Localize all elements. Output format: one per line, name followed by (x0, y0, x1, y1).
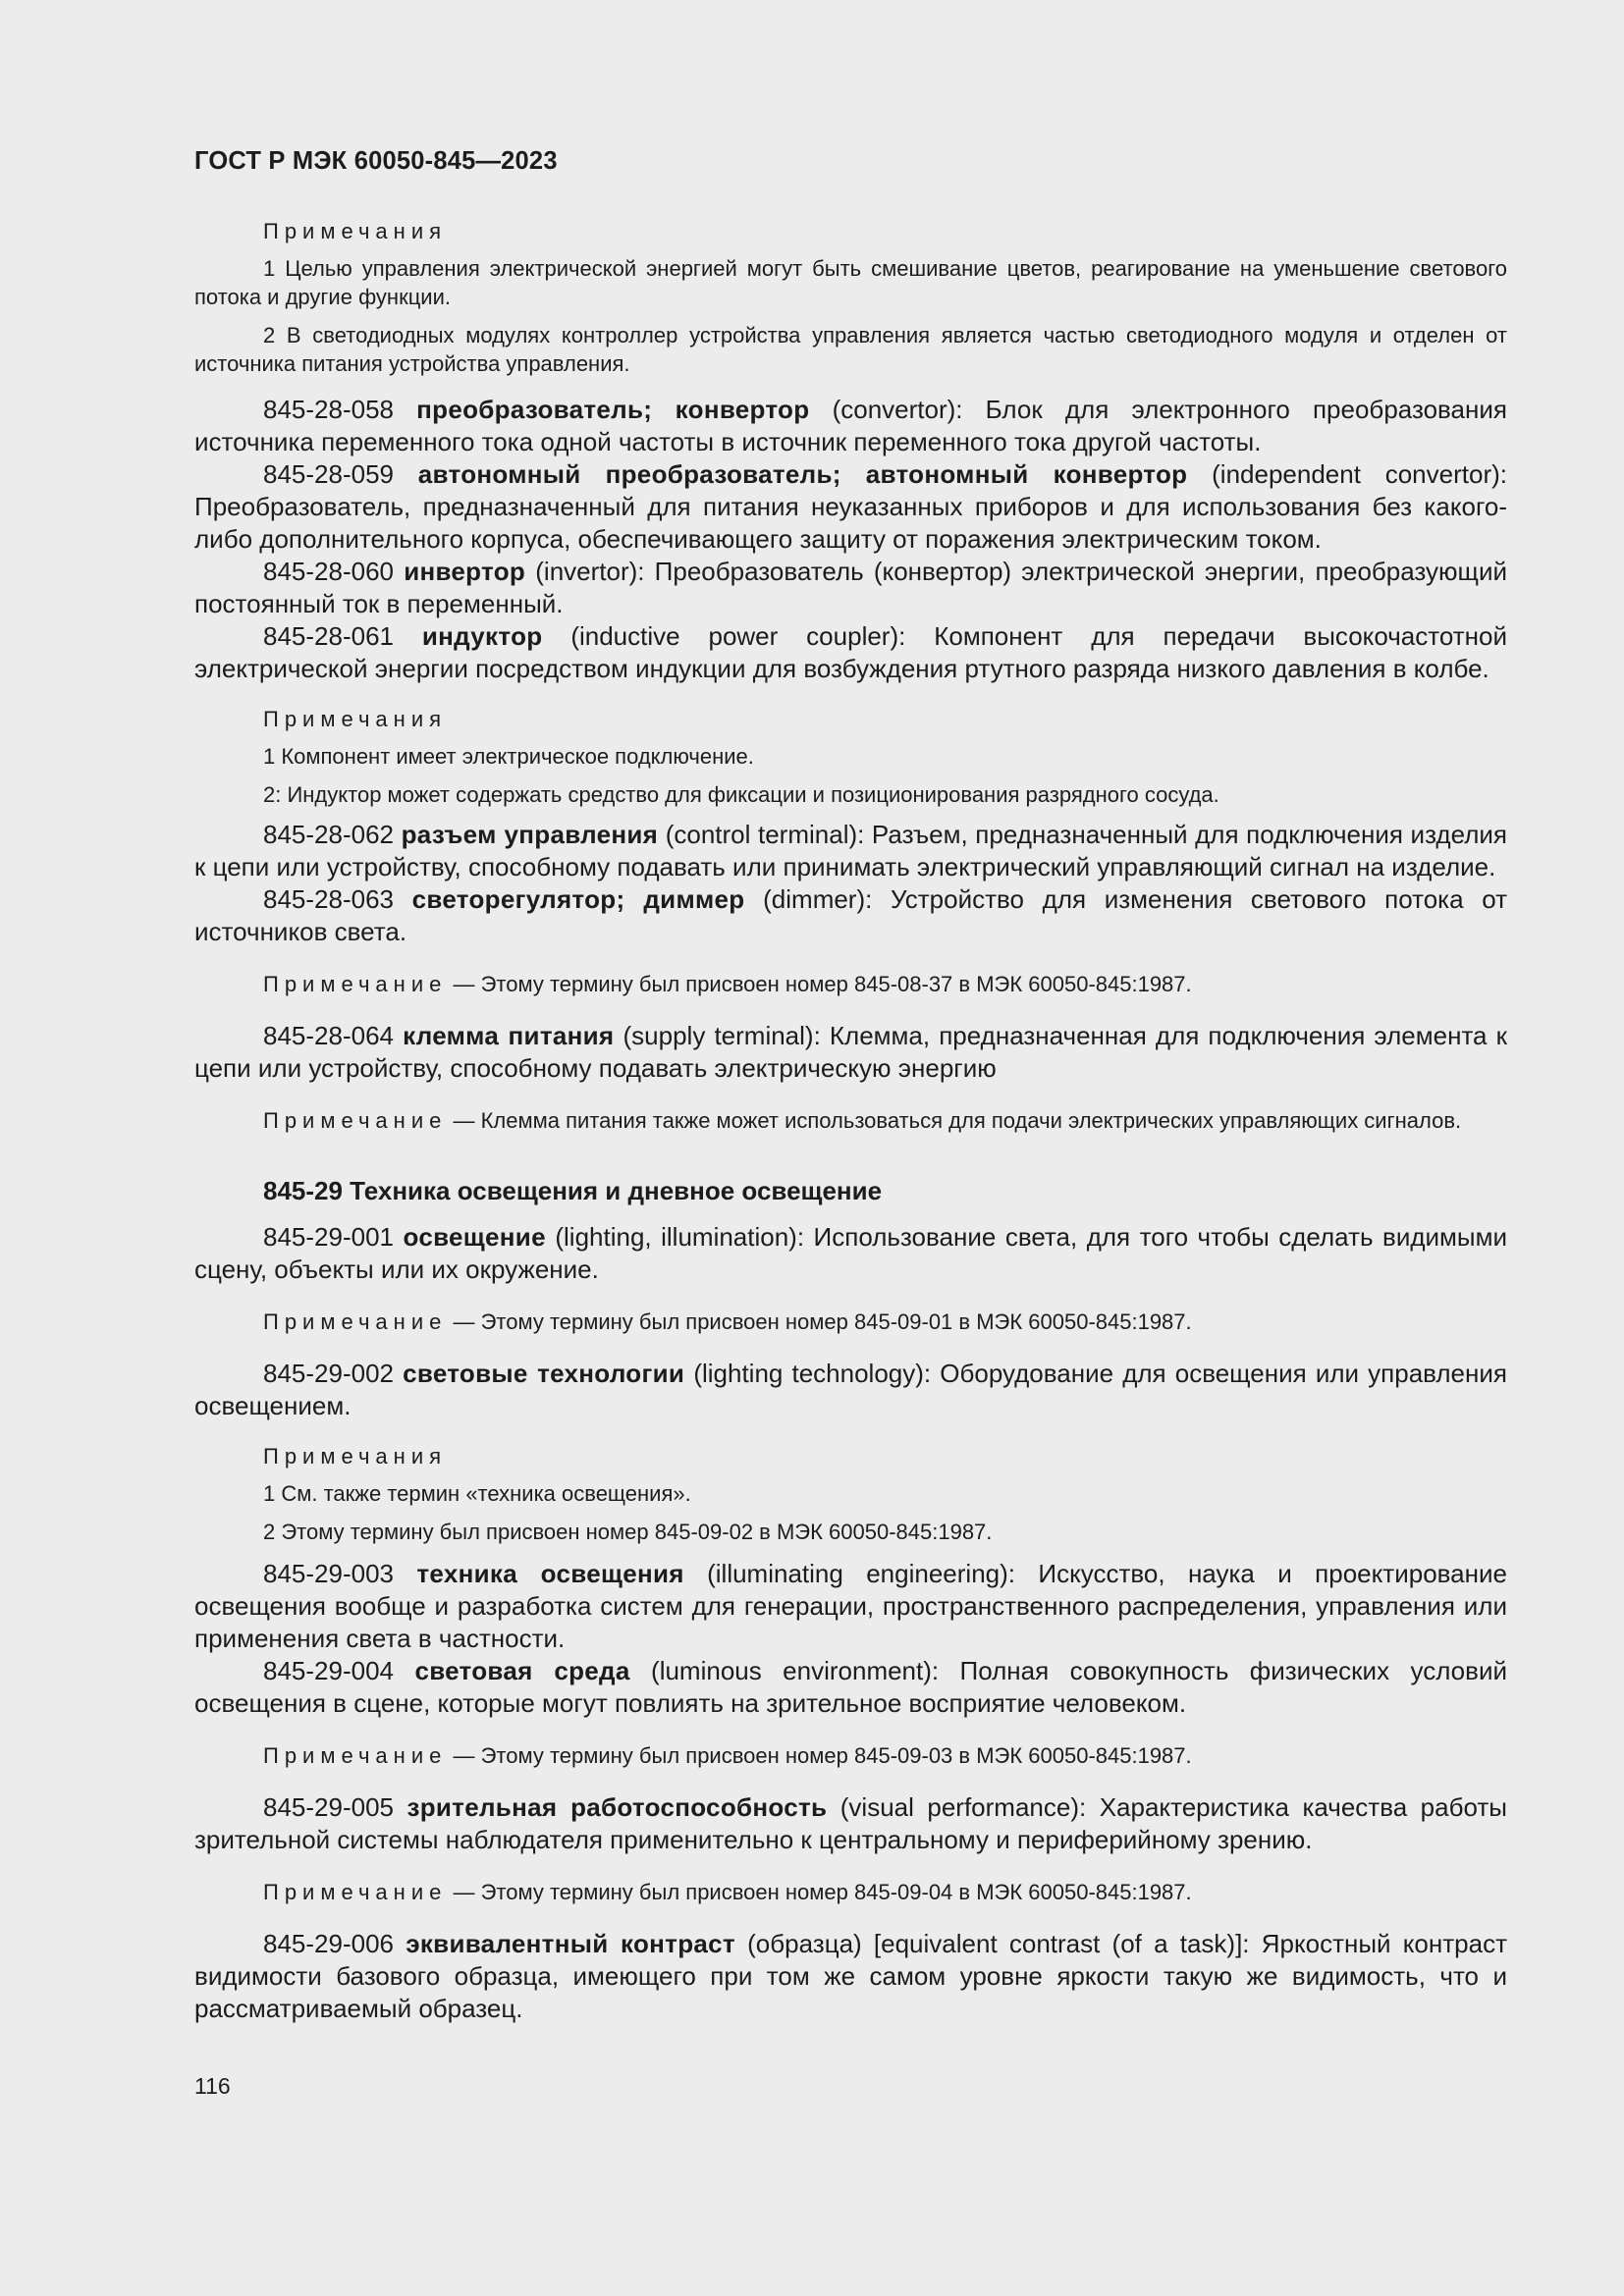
term-definition: (convertor): Блок для электронного преобразования источника переменного тока одной частоты в источник переменного тока другой частоты. (194, 395, 1507, 456)
term-name: индуктор (421, 621, 543, 651)
note-label: Примечание (263, 1309, 448, 1334)
term-number: 845-29-001 (263, 1222, 394, 1252)
term-entry (194, 1358, 1507, 1422)
note-single (194, 1878, 1507, 1906)
note-label: Примечание (263, 1880, 448, 1904)
term-entry (194, 819, 1507, 883)
term-entry (194, 1020, 1507, 1085)
term-number: 845-28-061 (263, 621, 394, 651)
note-label: Примечание (263, 1108, 448, 1133)
term-number: 845-29-002 (263, 1359, 394, 1388)
term-definition: (lighting, illumination): Использование света, для того чтобы сделать видимыми сцену, объекты или их окружение. (194, 1222, 1507, 1284)
document-header: ГОСТ Р МЭК 60050-845—2023 (194, 147, 558, 175)
note-text: — Этому термину был присвоен номер 845-09-01 в МЭК 60050-845:1987. (453, 1309, 1192, 1334)
term-name: техника освещения (416, 1559, 684, 1588)
term-definition: (luminous environment): Полная совокупность физических условий освещения в сцене, которые могут повлиять на зрительное восприятие человеком. (194, 1656, 1507, 1718)
term-name: зрительная работоспособность (406, 1792, 828, 1822)
term-definition: (independent convertor): Преобразователь, предназначенный для питания неуказанных приборов и для использования без какого-либо дополнительного корпуса, обеспечивающего защиту от поражения электрическим током. (194, 459, 1507, 554)
term-definition: (invertor): Преобразователь (конвертор) электрической энергии, преобразующий постоянный ток в переменный. (194, 557, 1507, 618)
term-definition: (illuminating engineering): Искусство, наука и проектирование освещения вообще и разработка систем для генерации, пространственного распределения, управления или применения света в частности. (194, 1559, 1507, 1653)
term-name: эквивалентный контраст (406, 1929, 735, 1958)
term-number: 845-29-005 (263, 1792, 394, 1822)
note-text: — Клемма питания также может использоваться для подачи электрических управляющих сигналов. (453, 1108, 1462, 1133)
term-entry (194, 1558, 1507, 1655)
note-item: 1 Компонент имеет электрическое подключение. (263, 744, 754, 769)
note-text: — Этому термину был присвоен номер 845-08-37 в МЭК 60050-845:1987. (453, 972, 1192, 996)
term-definition: (control terminal): Разъем, предназначенный для подключения изделия к цепи или устройству, способному подавать или принимать электрический управляющий сигнал на изделие. (194, 820, 1507, 881)
note-item: 2 Этому термину был присвоен номер 845-09-02 в МЭК 60050-845:1987. (263, 1520, 993, 1544)
term-number: 845-28-062 (263, 820, 394, 849)
note-label: Примечание (263, 972, 448, 996)
note-item: 1 См. также термин «техника освещения». (263, 1481, 691, 1506)
term-number: 845-29-003 (263, 1559, 394, 1588)
term-definition: (inductive power coupler): Компонент для передачи высокочастотной электрической энергии посредством индукции для возбуждения ртутного разряда низкого давления в колбе. (194, 621, 1507, 683)
note-item: 2: Индуктор может содержать средство для фиксации и позиционирования разрядного сосуда. (263, 782, 1219, 807)
note-label: Примечание (263, 1743, 448, 1768)
note-item: 2 В светодиодных модулях контроллер устройства управления является частью светодиодного модуля и отделен от источника питания устройства управления. (194, 323, 1507, 376)
note-single (194, 1741, 1507, 1770)
note-single (194, 1106, 1507, 1135)
term-entry (194, 556, 1507, 620)
term-number: 845-28-063 (263, 884, 394, 914)
notes-title: Примечания (263, 219, 448, 243)
term-name: клемма питания (403, 1021, 615, 1050)
term-definition: (supply terminal): Клемма, предназначенная для подключения элемента к цепи или устройству, способному подавать электрическую энергию (194, 1021, 1508, 1083)
term-entry (194, 1928, 1507, 2025)
term-number: 845-28-064 (263, 1021, 394, 1050)
note-single (194, 970, 1507, 998)
term-entry (194, 620, 1507, 685)
notes-title: Примечания (263, 707, 448, 731)
term-entry (194, 1791, 1507, 1856)
term-entry (194, 1655, 1507, 1720)
term-number: 845-29-004 (263, 1656, 394, 1685)
term-name: световая среда (414, 1656, 630, 1685)
term-definition: (visual performance): Характеристика качества работы зрительной системы наблюдателя применительно к центральному и периферийному зрению. (194, 1792, 1507, 1854)
term-definition: (dimmer): Устройство для изменения светового потока от источников света. (194, 884, 1508, 946)
term-number: 845-28-060 (263, 557, 394, 586)
section-heading: 845-29 Техника освещения и дневное освещение (263, 1176, 883, 1205)
term-name: световые технологии (403, 1359, 685, 1388)
note-text: — Этому термину был присвоен номер 845-09-04 в МЭК 60050-845:1987. (453, 1880, 1192, 1904)
term-name: разъем управления (401, 820, 659, 849)
note-text: — Этому термину был присвоен номер 845-09-03 в МЭК 60050-845:1987. (453, 1743, 1192, 1768)
term-definition: (образца) [equivalent contrast (of a task)]: Яркостный контраст видимости базового образца, имеющего при том же самом уровне яркости такую же видимость, что и рассматриваемый образец. (194, 1929, 1507, 2023)
term-number: 845-29-006 (263, 1929, 394, 1958)
term-name: освещение (403, 1222, 546, 1252)
term-entry (194, 883, 1507, 948)
term-name: автономный преобразователь; автономный конвертор (417, 459, 1188, 489)
term-entry (194, 458, 1507, 556)
term-number: 845-28-059 (263, 459, 394, 489)
term-name: преобразователь; конвертор (416, 395, 810, 424)
term-name: светорегулятор; диммер (411, 884, 745, 914)
term-name: инвертор (404, 557, 526, 586)
note-item: 1 Целью управления электрической энергией могут быть смешивание цветов, реагирование на уменьшение светового потока и другие функции. (194, 256, 1507, 309)
page-number: 116 (194, 2073, 231, 2099)
notes-title: Примечания (263, 1444, 448, 1468)
term-entry (194, 394, 1507, 458)
term-number: 845-28-058 (263, 395, 394, 424)
term-entry (194, 1221, 1507, 1286)
note-single (194, 1308, 1507, 1336)
term-definition: (lighting technology): Оборудование для освещения или управления освещением. (194, 1359, 1507, 1420)
